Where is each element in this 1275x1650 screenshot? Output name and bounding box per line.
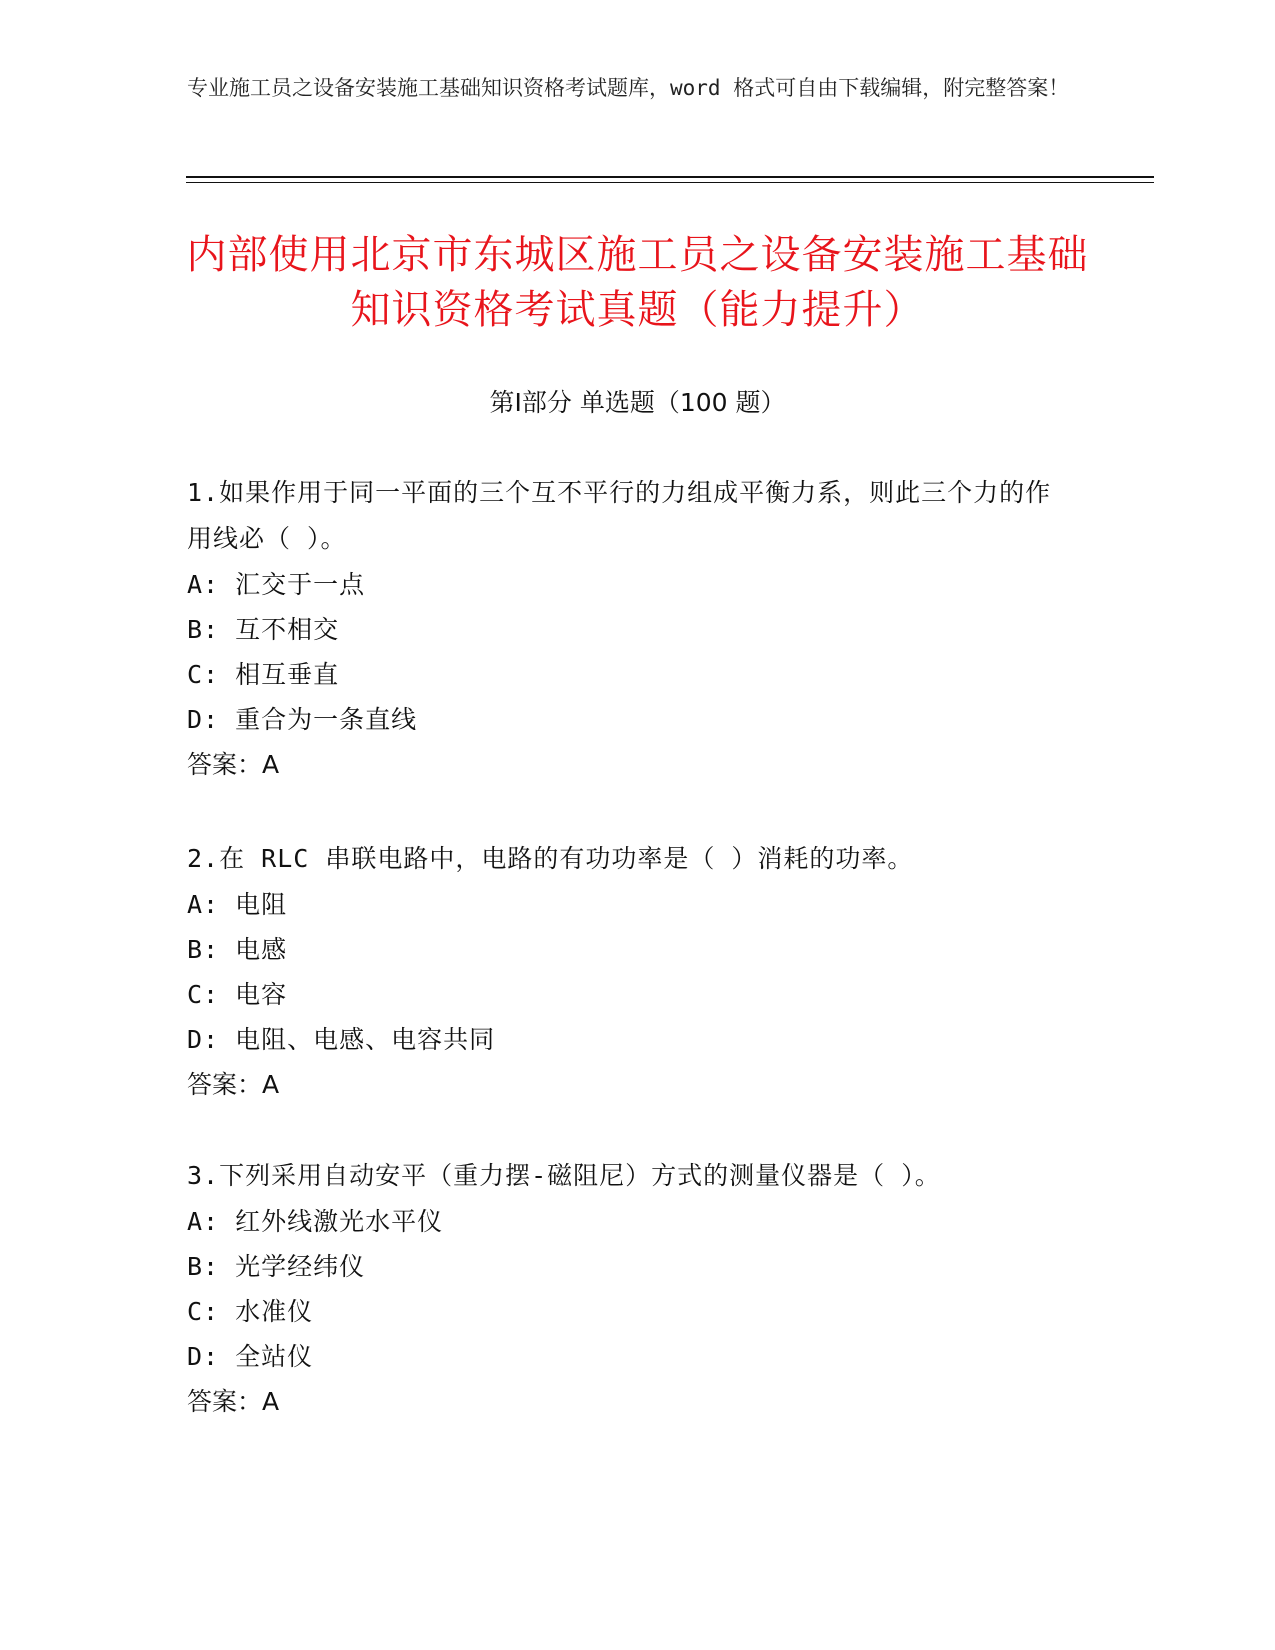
question-3	[187, 1153, 1067, 1424]
option-b: B: 光学经纬仪	[187, 1252, 366, 1281]
option-a: A: 电阻	[187, 890, 288, 919]
option-c: C: 相互垂直	[187, 660, 340, 689]
option-c: C: 电容	[187, 980, 288, 1009]
option-d: D: 重合为一条直线	[187, 705, 418, 734]
question-2	[187, 836, 1067, 1107]
header-divider-thick	[186, 176, 1154, 178]
question-stem: 1.如果作用于同一平面的三个互不平行的力组成平衡力系，则此三个力的作用线必（ ）。	[187, 478, 1052, 553]
header-note: 专业施工员之设备安装施工基础知识资格考试题库，word 格式可自由下载编辑，附完整答案！	[187, 76, 1070, 100]
question-stem: 3.下列采用自动安平（重力摆-磁阻尼）方式的测量仪器是（ ）。	[187, 1161, 941, 1190]
option-b: B: 互不相交	[187, 615, 340, 644]
question-1	[187, 470, 1067, 787]
question-stem: 2.在 RLC 串联电路中，电路的有功功率是（ ）消耗的功率。	[187, 844, 914, 873]
answer: 答案：A	[187, 1070, 280, 1099]
answer: 答案：A	[187, 1387, 280, 1416]
option-a: A: 汇交于一点	[187, 570, 366, 599]
answer: 答案：A	[187, 750, 280, 779]
option-d: D: 电阻、电感、电容共同	[187, 1025, 496, 1054]
document-title: 内部使用北京市东城区施工员之设备安装施工基础知识资格考试真题（能力提升）	[186, 232, 1089, 333]
option-d: D: 全站仪	[187, 1342, 314, 1371]
option-a: A: 红外线激光水平仪	[187, 1207, 444, 1236]
header-divider-thin	[186, 182, 1154, 183]
option-b: B: 电感	[187, 935, 288, 964]
section-title: 第Ⅰ部分 单选题（100 题）	[489, 388, 786, 417]
option-c: C: 水准仪	[187, 1297, 314, 1326]
